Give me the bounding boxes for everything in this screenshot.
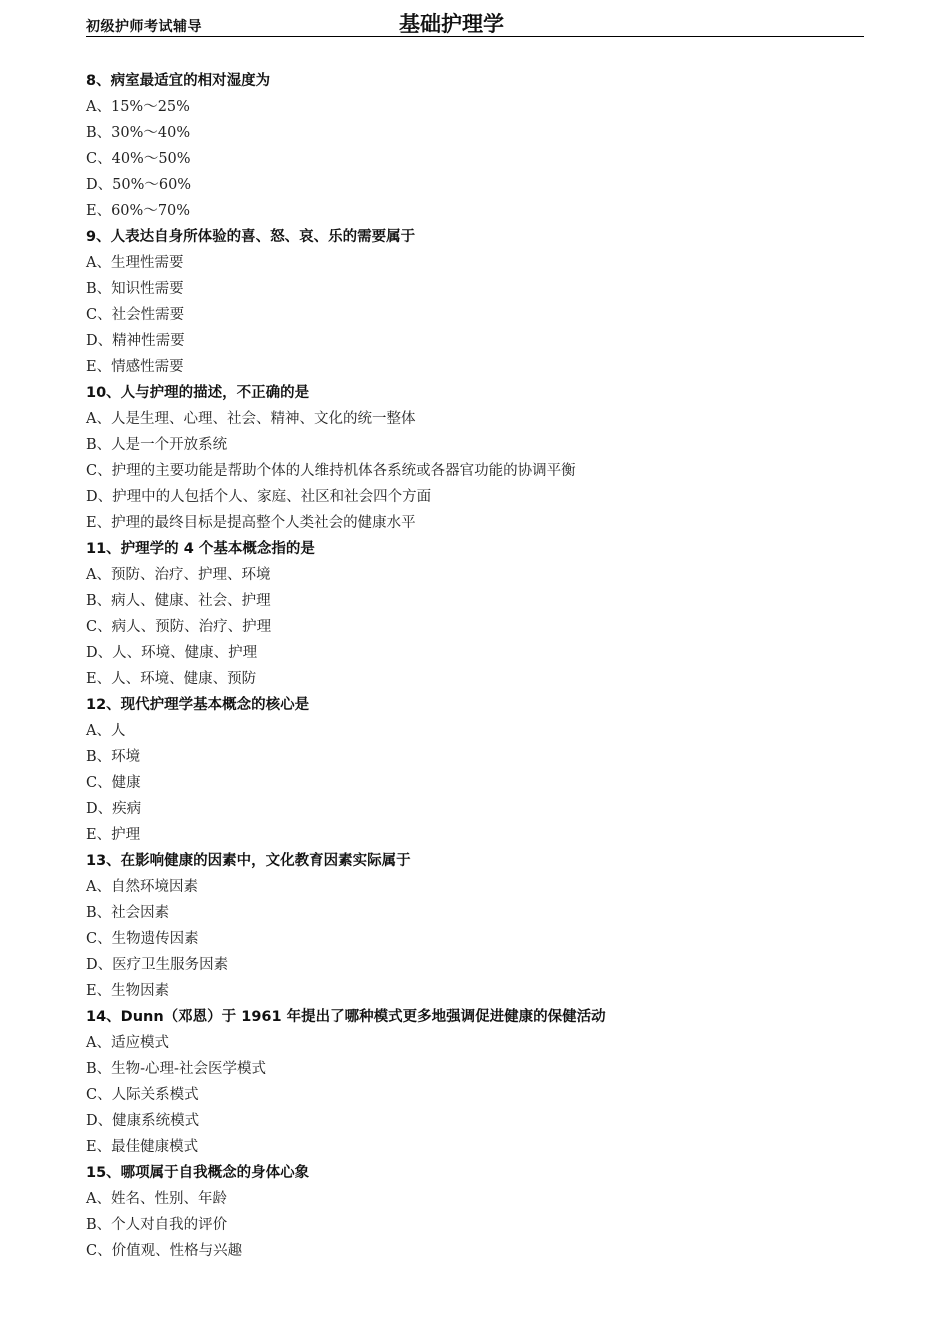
question-text: 14、Dunn（邓恩）于 1961 年提出了哪种模式更多地强调促进健康的保健活动: [86, 1009, 606, 1025]
question-text: 9、人表达自身所体验的喜、怒、哀、乐的需要属于: [86, 229, 416, 245]
answer-option: C、病人、预防、治疗、护理: [86, 619, 272, 635]
answer-option: B、知识性需要: [86, 281, 184, 297]
answer-option: D、50%～60%: [86, 177, 192, 193]
answer-option: A、自然环境因素: [86, 879, 198, 895]
question-text: 12、现代护理学基本概念的核心是: [86, 697, 310, 713]
answer-option: E、护理: [86, 827, 141, 843]
answer-option: E、护理的最终目标是提高整个人类社会的健康水平: [86, 515, 416, 531]
answer-option: A、姓名、性别、年龄: [86, 1191, 227, 1207]
answer-option: C、生物遗传因素: [86, 931, 199, 947]
answer-option: A、生理性需要: [86, 255, 184, 271]
question-text: 11、护理学的 4 个基本概念指的是: [86, 541, 315, 557]
answer-option: C、社会性需要: [86, 307, 185, 323]
answer-option: E、生物因素: [86, 983, 170, 999]
answer-option: A、15%～25%: [86, 99, 190, 115]
answer-option: B、人是一个开放系统: [86, 437, 228, 453]
answer-option: B、个人对自我的评价: [86, 1217, 228, 1233]
answer-option: B、生物-心理-社会医学模式: [86, 1061, 266, 1077]
answer-option: C、人际关系模式: [86, 1087, 199, 1103]
answer-option: D、人、环境、健康、护理: [86, 645, 258, 661]
answer-option: C、40%～50%: [86, 151, 191, 167]
answer-option: D、健康系统模式: [86, 1113, 200, 1129]
answer-option: C、健康: [86, 775, 141, 791]
answer-option: C、价值观、性格与兴趣: [86, 1243, 243, 1259]
answer-option: A、预防、治疗、护理、环境: [86, 567, 271, 583]
question-text: 13、在影响健康的因素中，文化教育因素实际属于: [86, 853, 411, 869]
answer-option: B、社会因素: [86, 905, 170, 921]
answer-option: E、人、环境、健康、预防: [86, 671, 257, 687]
header-course-label: 初级护师考试辅导: [86, 19, 202, 35]
answer-option: A、人是生理、心理、社会、精神、文化的统一整体: [86, 411, 416, 427]
answer-option: C、护理的主要功能是帮助个体的人维持机体各系统或各器官功能的协调平衡: [86, 463, 576, 479]
answer-option: E、最佳健康模式: [86, 1139, 199, 1155]
answer-option: A、人: [86, 723, 126, 739]
answer-option: A、适应模式: [86, 1035, 169, 1051]
answer-option: D、护理中的人包括个人、家庭、社区和社会四个方面: [86, 489, 432, 505]
question-list: [86, 68, 886, 1264]
header-subject-title: 基础护理学: [399, 11, 504, 36]
answer-option: B、环境: [86, 749, 141, 765]
answer-option: B、病人、健康、社会、护理: [86, 593, 271, 609]
answer-option: D、精神性需要: [86, 333, 185, 349]
answer-option: E、60%～70%: [86, 203, 191, 219]
answer-option: D、医疗卫生服务因素: [86, 957, 229, 973]
answer-option: E、情感性需要: [86, 359, 184, 375]
answer-option: D、疾病: [86, 801, 142, 817]
question-text: 10、人与护理的描述，不正确的是: [86, 385, 310, 401]
page-header: [86, 8, 864, 37]
answer-option: B、30%～40%: [86, 125, 191, 141]
question-text: 8、病室最适宜的相对湿度为: [86, 73, 271, 89]
question-text: 15、哪项属于自我概念的身体心象: [86, 1165, 310, 1181]
